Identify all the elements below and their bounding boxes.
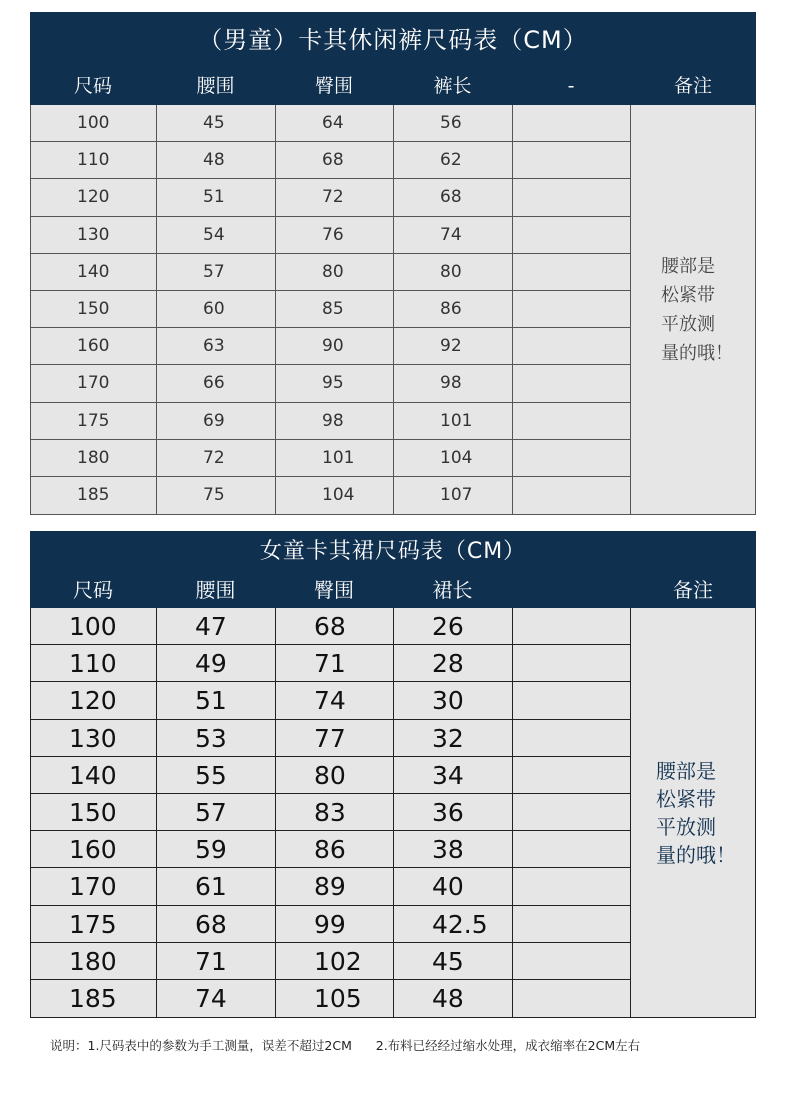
girls-remark-line: 松紧带 <box>656 786 716 811</box>
boys-table-row <box>31 105 630 142</box>
boys-table-cell <box>513 254 631 291</box>
boys-table-row <box>31 142 630 179</box>
girls-table-cell: 180 <box>31 943 157 980</box>
boys-table-cell: 120 <box>31 179 157 216</box>
girls-table-cell: 130 <box>31 720 157 757</box>
girls-remark-text <box>656 757 736 869</box>
boys-remark-text <box>661 252 733 368</box>
girls-table-cell: 100 <box>31 608 157 645</box>
boys-table-cell: 185 <box>31 477 157 514</box>
girls-header-cell <box>512 573 630 608</box>
girls-table-cell: 89 <box>276 868 394 905</box>
girls-table-cell: 175 <box>31 906 157 943</box>
girls-table-cell: 51 <box>157 682 276 719</box>
boys-table-cell: 140 <box>31 254 157 291</box>
boys-table-row <box>31 440 630 477</box>
boys-table-cell: 56 <box>394 105 513 142</box>
girls-table-cell: 55 <box>157 757 276 794</box>
girls-table-cell <box>513 608 631 645</box>
girls-table-cell <box>513 943 631 980</box>
boys-table-cell: 101 <box>394 403 513 440</box>
girls-table-cell: 57 <box>157 794 276 831</box>
boys-table-cell: 98 <box>394 365 513 402</box>
boys-table-cell: 62 <box>394 142 513 179</box>
boys-table-row <box>31 403 630 440</box>
boys-table-row <box>31 365 630 402</box>
girls-table-cell: 32 <box>394 720 513 757</box>
girls-table-cell: 38 <box>394 831 513 868</box>
girls-table-row <box>31 943 630 980</box>
girls-header-cell: 臀围 <box>314 578 354 602</box>
girls-table-row <box>31 906 630 943</box>
boys-remark <box>631 105 757 514</box>
boys-table-cell <box>513 328 631 365</box>
girls-table-cell: 110 <box>31 645 157 682</box>
boys-table-cell <box>513 365 631 402</box>
boys-table-cell <box>513 217 631 254</box>
girls-table-cell: 40 <box>394 868 513 905</box>
boys-table-cell: 90 <box>276 328 394 365</box>
girls-table-cell: 74 <box>157 980 276 1017</box>
girls-table-cell <box>513 794 631 831</box>
boys-table-row <box>31 254 630 291</box>
boys-table-row <box>31 179 630 216</box>
boys-table-cell: 180 <box>31 440 157 477</box>
boys-table-cell: 98 <box>276 403 394 440</box>
girls-remark-line: 量的哦！ <box>656 842 736 867</box>
boys-chart-title: （男童）卡其休闲裤尺码表（CM） <box>198 26 588 54</box>
boys-table-cell: 86 <box>394 291 513 328</box>
boys-table-cell: 175 <box>31 403 157 440</box>
girls-table-cell: 150 <box>31 794 157 831</box>
boys-remark-line: 松紧带 <box>661 284 715 306</box>
girls-table-cell: 48 <box>394 980 513 1017</box>
girls-table-cell: 28 <box>394 645 513 682</box>
boys-size-chart <box>30 12 756 515</box>
boys-table-cell: 80 <box>394 254 513 291</box>
boys-chart-header <box>30 12 756 105</box>
girls-table-cell: 77 <box>276 720 394 757</box>
boys-table-cell: 74 <box>394 217 513 254</box>
girls-table-cell: 68 <box>276 608 394 645</box>
boys-table-cell <box>513 291 631 328</box>
girls-table-cell <box>513 682 631 719</box>
girls-header-cell: 裙长 <box>432 578 473 602</box>
girls-header-cell: 尺码 <box>73 578 113 602</box>
boys-table-cell: 130 <box>31 217 157 254</box>
boys-table-cell: 64 <box>276 105 394 142</box>
girls-table-row <box>31 868 630 905</box>
girls-table-cell: 45 <box>394 943 513 980</box>
boys-table-row <box>31 477 630 514</box>
boys-table-cell: 150 <box>31 291 157 328</box>
girls-table-cell <box>513 831 631 868</box>
boys-table-cell: 66 <box>157 365 276 402</box>
girls-table-cell: 26 <box>394 608 513 645</box>
girls-table-cell: 42.5 <box>394 906 513 943</box>
boys-header-cell: 裤长 <box>433 75 472 97</box>
boys-remark-line: 腰部是 <box>661 255 715 277</box>
girls-table-cell: 49 <box>157 645 276 682</box>
boys-table-cell: 107 <box>394 477 513 514</box>
boys-table-cell: 95 <box>276 365 394 402</box>
footnote-note-1: 说明：1.尺码表中的参数为手工测量，误差不超过2CM <box>50 1038 352 1053</box>
boys-table-row <box>31 328 630 365</box>
girls-table-cell: 99 <box>276 906 394 943</box>
girls-table-row <box>31 757 630 794</box>
boys-table-cell: 72 <box>276 179 394 216</box>
girls-table-cell <box>513 645 631 682</box>
girls-table-row <box>31 720 630 757</box>
girls-remark <box>631 608 757 1017</box>
boys-table-cell: 101 <box>276 440 394 477</box>
girls-chart-header <box>30 531 756 608</box>
boys-table-cell: 57 <box>157 254 276 291</box>
girls-remark-line: 平放测 <box>656 814 716 839</box>
boys-table-cell <box>513 142 631 179</box>
girls-table-cell: 102 <box>276 943 394 980</box>
boys-table-cell: 100 <box>31 105 157 142</box>
girls-table-row <box>31 831 630 868</box>
girls-table-cell: 105 <box>276 980 394 1017</box>
girls-table-cell: 71 <box>157 943 276 980</box>
boys-table-cell: 104 <box>394 440 513 477</box>
girls-table-cell: 53 <box>157 720 276 757</box>
footnote-note-2: 2.布料已经经过缩水处理，成衣缩率在2CM左右 <box>375 1038 641 1053</box>
girls-table-cell: 30 <box>394 682 513 719</box>
girls-table-cell <box>513 980 631 1017</box>
boys-remark-line: 量的哦！ <box>661 342 733 364</box>
boys-header-cell: - <box>567 75 575 97</box>
girls-table-row <box>31 645 630 682</box>
boys-table-cell <box>513 477 631 514</box>
girls-table-cell: 120 <box>31 682 157 719</box>
footnote <box>50 1036 640 1054</box>
girls-table-cell <box>513 906 631 943</box>
boys-table-cell: 68 <box>394 179 513 216</box>
girls-table-body <box>30 608 756 1018</box>
girls-table-cell: 36 <box>394 794 513 831</box>
girls-chart-title: 女童卡其裙尺码表（CM） <box>259 539 527 564</box>
boys-table-cell: 60 <box>157 291 276 328</box>
girls-table-cell: 68 <box>157 906 276 943</box>
boys-table-cell <box>513 440 631 477</box>
boys-table-cell: 92 <box>394 328 513 365</box>
boys-table-cell <box>513 403 631 440</box>
boys-header-cell: 腰围 <box>196 75 235 97</box>
boys-table-row <box>31 291 630 328</box>
girls-table-cell: 83 <box>276 794 394 831</box>
girls-table-row <box>31 608 630 645</box>
boys-table-cell: 54 <box>157 217 276 254</box>
boys-table-cell: 104 <box>276 477 394 514</box>
girls-size-chart <box>30 531 756 1018</box>
boys-header-cell: 臀围 <box>314 75 353 97</box>
boys-table-cell: 51 <box>157 179 276 216</box>
boys-header-cell: 尺码 <box>73 75 112 97</box>
boys-table-cell: 110 <box>31 142 157 179</box>
boys-header-cell: 备注 <box>673 75 712 97</box>
girls-header-cell: 备注 <box>673 578 713 602</box>
girls-table-cell <box>513 757 631 794</box>
girls-table-cell: 86 <box>276 831 394 868</box>
boys-table-cell: 48 <box>157 142 276 179</box>
girls-table-row <box>31 980 630 1017</box>
girls-column-headers <box>30 573 756 608</box>
boys-table-cell <box>513 105 631 142</box>
girls-header-cell: 腰围 <box>195 578 236 602</box>
girls-table-cell: 185 <box>31 980 157 1017</box>
girls-rows <box>31 608 631 1017</box>
boys-table-cell: 69 <box>157 403 276 440</box>
boys-column-headers <box>30 68 756 105</box>
girls-table-cell: 61 <box>157 868 276 905</box>
boys-table-cell: 63 <box>157 328 276 365</box>
boys-table-cell: 160 <box>31 328 157 365</box>
boys-remark-line: 平放测 <box>661 313 715 335</box>
girls-table-cell: 59 <box>157 831 276 868</box>
girls-table-cell: 74 <box>276 682 394 719</box>
boys-rows <box>31 105 631 514</box>
boys-table-cell: 45 <box>157 105 276 142</box>
boys-table-cell: 75 <box>157 477 276 514</box>
girls-table-cell <box>513 868 631 905</box>
girls-remark-line: 腰部是 <box>656 758 716 783</box>
boys-table-cell: 68 <box>276 142 394 179</box>
girls-table-cell: 140 <box>31 757 157 794</box>
girls-table-row <box>31 794 630 831</box>
girls-table-cell: 47 <box>157 608 276 645</box>
girls-table-cell: 80 <box>276 757 394 794</box>
girls-table-cell <box>513 720 631 757</box>
girls-table-cell: 170 <box>31 868 157 905</box>
boys-table-cell: 72 <box>157 440 276 477</box>
boys-table-cell <box>513 179 631 216</box>
girls-table-row <box>31 682 630 719</box>
boys-table-cell: 80 <box>276 254 394 291</box>
boys-table-body <box>30 105 756 515</box>
boys-table-cell: 76 <box>276 217 394 254</box>
boys-table-row <box>31 217 630 254</box>
boys-table-cell: 170 <box>31 365 157 402</box>
boys-table-cell: 85 <box>276 291 394 328</box>
girls-table-cell: 160 <box>31 831 157 868</box>
girls-table-cell: 71 <box>276 645 394 682</box>
girls-table-cell: 34 <box>394 757 513 794</box>
